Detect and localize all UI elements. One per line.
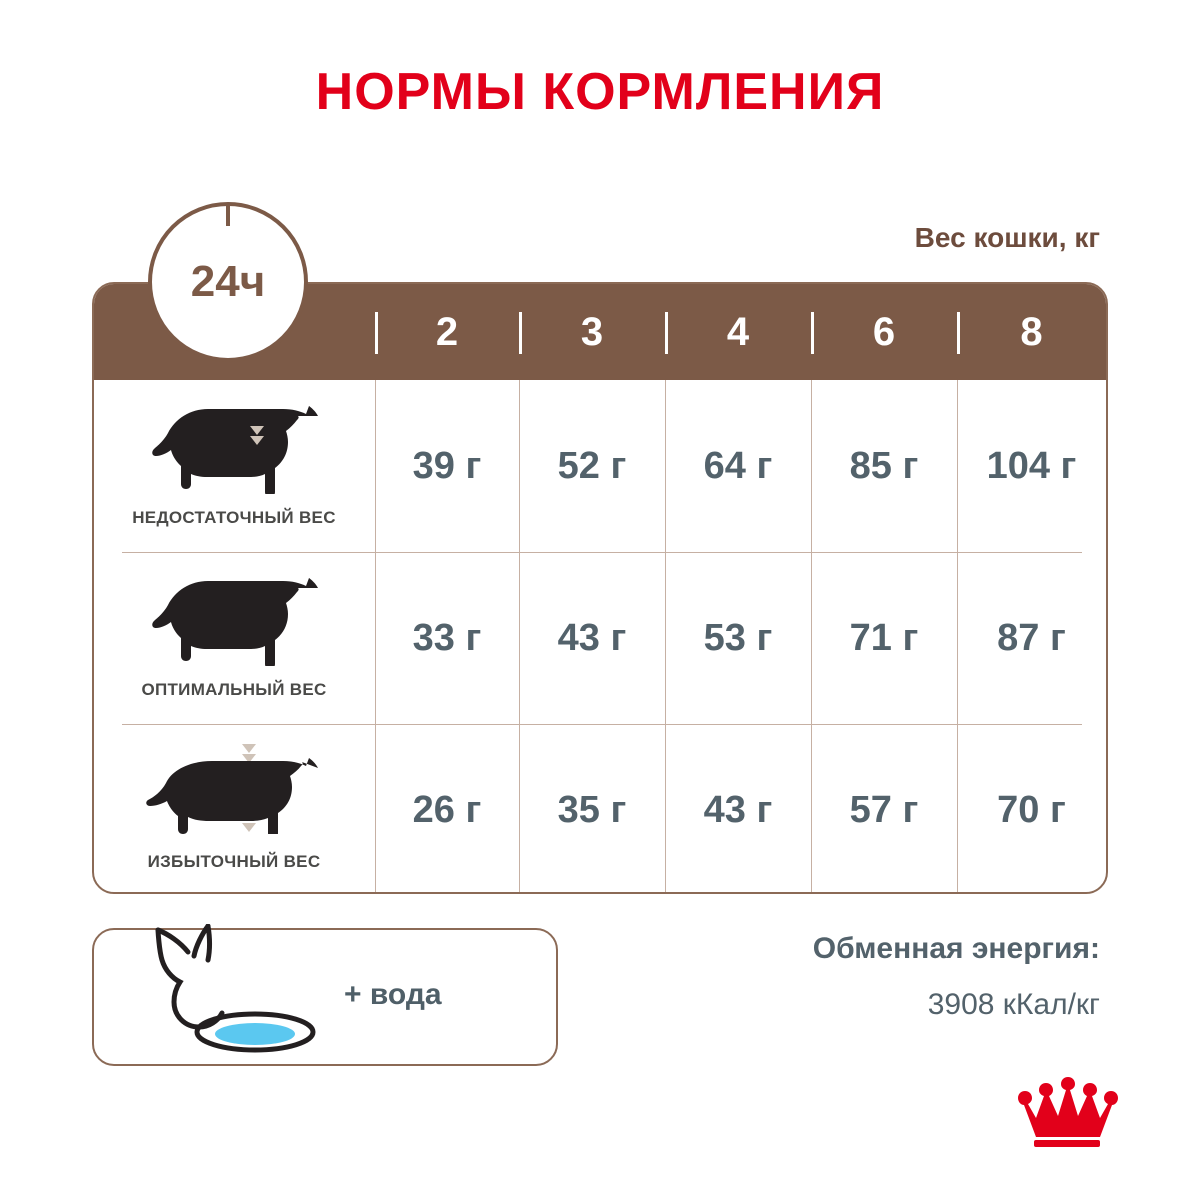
column-header-weight-3: 3 (580, 310, 604, 354)
column-header-weight-4: 4 (726, 310, 750, 354)
cat-underweight-icon (146, 402, 336, 494)
cell-underweight-2: 39 г (412, 445, 482, 487)
cell-underweight-4: 64 г (703, 445, 773, 487)
column-header-weight-2: 2 (435, 310, 459, 354)
feeding-period-label: 24ч (190, 257, 266, 306)
column-header-weight-8: 8 (1020, 310, 1043, 354)
table-row (94, 724, 1106, 894)
cat-overweight-icon (146, 742, 336, 834)
cat-drinking-water-icon (112, 924, 332, 1064)
cell-ideal-3: 43 г (557, 617, 627, 659)
metabolizable-energy-title: Обменная энергия: (812, 932, 1100, 965)
cell-overweight-3: 35 г (557, 789, 627, 831)
cell-ideal-6: 71 г (849, 617, 919, 659)
cat-ideal-weight-icon (146, 574, 336, 666)
feeding-table (92, 282, 1108, 894)
cell-overweight-2: 26 г (412, 789, 482, 831)
cell-ideal-8: 87 г (997, 617, 1066, 659)
row-label-overweight: ИЗБЫТОЧНЫЙ ВЕС (147, 852, 321, 871)
cell-overweight-6: 57 г (849, 789, 919, 831)
cell-underweight-6: 85 г (849, 445, 919, 487)
page-title: НОРМЫ КОРМЛЕНИЯ (315, 63, 885, 121)
row-label-ideal-weight: ОПТИМАЛЬНЫЙ ВЕС (141, 680, 327, 699)
feeding-period-badge (148, 202, 308, 362)
cell-underweight-8: 104 г (986, 445, 1077, 487)
cell-ideal-4: 53 г (703, 617, 773, 659)
cell-underweight-3: 52 г (557, 445, 627, 487)
water-label: + вода (344, 978, 442, 1011)
royal-canin-crown-logo (1012, 1072, 1122, 1152)
table-row (94, 552, 1106, 724)
clock-tick-mark (226, 204, 230, 226)
water-note (92, 928, 558, 1066)
column-header-weight-6: 6 (872, 310, 896, 354)
table-row (94, 380, 1106, 552)
row-label-underweight: НЕДОСТАТОЧНЫЙ ВЕС (132, 508, 336, 527)
cell-overweight-8: 70 г (997, 789, 1066, 831)
cell-overweight-4: 43 г (703, 789, 773, 831)
cell-ideal-2: 33 г (412, 617, 482, 659)
weight-axis-label: Вес кошки, кг (914, 222, 1100, 253)
metabolizable-energy-value: 3908 кКал/кг (927, 988, 1100, 1021)
